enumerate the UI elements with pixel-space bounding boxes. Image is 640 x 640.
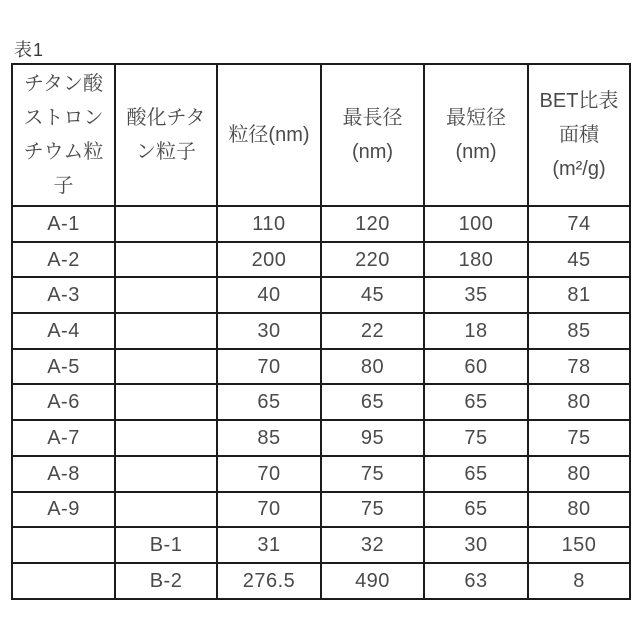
cell-longest-diameter: 220 <box>321 242 424 278</box>
cell-shortest-diameter: 75 <box>424 420 528 456</box>
cell-tio2-sample <box>115 384 217 420</box>
cell-bet-area: 80 <box>528 384 630 420</box>
cell-bet-area: 75 <box>528 420 630 456</box>
cell-particle-size: 70 <box>217 456 321 492</box>
cell-shortest-diameter: 63 <box>424 563 528 599</box>
cell-shortest-diameter: 100 <box>424 206 528 242</box>
cell-tio2-sample: B-2 <box>115 563 217 599</box>
cell-particle-size: 200 <box>217 242 321 278</box>
cell-longest-diameter: 22 <box>321 313 424 349</box>
cell-tio2-sample: B-1 <box>115 527 217 563</box>
table-row <box>12 277 630 313</box>
cell-sto-sample: A-3 <box>12 277 115 313</box>
table-row <box>12 206 630 242</box>
cell-tio2-sample <box>115 349 217 385</box>
column-header-titanium-oxide-particle: 酸化チタ ン粒子 <box>115 64 217 206</box>
cell-tio2-sample <box>115 420 217 456</box>
column-header-strontium-titanate-particle: チタン酸 ストロン チウム粒 子 <box>12 64 115 206</box>
cell-shortest-diameter: 30 <box>424 527 528 563</box>
cell-longest-diameter: 80 <box>321 349 424 385</box>
cell-bet-area: 80 <box>528 492 630 528</box>
cell-bet-area: 45 <box>528 242 630 278</box>
cell-sto-sample: A-1 <box>12 206 115 242</box>
particle-properties-table <box>11 63 631 600</box>
cell-longest-diameter: 120 <box>321 206 424 242</box>
table-row <box>12 456 630 492</box>
cell-shortest-diameter: 65 <box>424 384 528 420</box>
cell-particle-size: 70 <box>217 349 321 385</box>
cell-tio2-sample <box>115 313 217 349</box>
cell-shortest-diameter: 18 <box>424 313 528 349</box>
cell-sto-sample: A-4 <box>12 313 115 349</box>
cell-bet-area: 81 <box>528 277 630 313</box>
cell-tio2-sample <box>115 456 217 492</box>
cell-sto-sample: A-7 <box>12 420 115 456</box>
cell-sto-sample: A-2 <box>12 242 115 278</box>
cell-sto-sample: A-9 <box>12 492 115 528</box>
cell-particle-size: 85 <box>217 420 321 456</box>
cell-bet-area: 80 <box>528 456 630 492</box>
cell-longest-diameter: 45 <box>321 277 424 313</box>
cell-shortest-diameter: 65 <box>424 456 528 492</box>
cell-shortest-diameter: 65 <box>424 492 528 528</box>
cell-shortest-diameter: 180 <box>424 242 528 278</box>
cell-bet-area: 150 <box>528 527 630 563</box>
cell-sto-sample <box>12 563 115 599</box>
cell-tio2-sample <box>115 492 217 528</box>
column-header-longest-diameter: 最長径 (nm) <box>321 64 424 206</box>
cell-tio2-sample <box>115 277 217 313</box>
cell-shortest-diameter: 60 <box>424 349 528 385</box>
cell-bet-area: 74 <box>528 206 630 242</box>
cell-tio2-sample <box>115 242 217 278</box>
cell-longest-diameter: 95 <box>321 420 424 456</box>
cell-particle-size: 276.5 <box>217 563 321 599</box>
table-row <box>12 242 630 278</box>
cell-particle-size: 70 <box>217 492 321 528</box>
cell-longest-diameter: 32 <box>321 527 424 563</box>
cell-sto-sample: A-8 <box>12 456 115 492</box>
cell-longest-diameter: 65 <box>321 384 424 420</box>
cell-longest-diameter: 75 <box>321 492 424 528</box>
table-row <box>12 384 630 420</box>
table-row <box>12 527 630 563</box>
table-row <box>12 563 630 599</box>
table-caption: 表1 <box>14 40 45 60</box>
cell-particle-size: 30 <box>217 313 321 349</box>
header-row <box>12 64 630 206</box>
cell-bet-area: 8 <box>528 563 630 599</box>
table-row <box>12 349 630 385</box>
cell-sto-sample: A-5 <box>12 349 115 385</box>
cell-sto-sample <box>12 527 115 563</box>
cell-longest-diameter: 490 <box>321 563 424 599</box>
column-header-bet-specific-surface-area: BET比表 面積 (m²/g) <box>528 64 630 206</box>
cell-shortest-diameter: 35 <box>424 277 528 313</box>
cell-tio2-sample <box>115 206 217 242</box>
cell-bet-area: 78 <box>528 349 630 385</box>
table-row <box>12 492 630 528</box>
table-row <box>12 420 630 456</box>
cell-bet-area: 85 <box>528 313 630 349</box>
table-row <box>12 313 630 349</box>
column-header-shortest-diameter: 最短径 (nm) <box>424 64 528 206</box>
column-header-particle-size: 粒径(nm) <box>217 64 321 206</box>
cell-longest-diameter: 75 <box>321 456 424 492</box>
cell-particle-size: 65 <box>217 384 321 420</box>
cell-particle-size: 31 <box>217 527 321 563</box>
cell-sto-sample: A-6 <box>12 384 115 420</box>
cell-particle-size: 110 <box>217 206 321 242</box>
cell-particle-size: 40 <box>217 277 321 313</box>
